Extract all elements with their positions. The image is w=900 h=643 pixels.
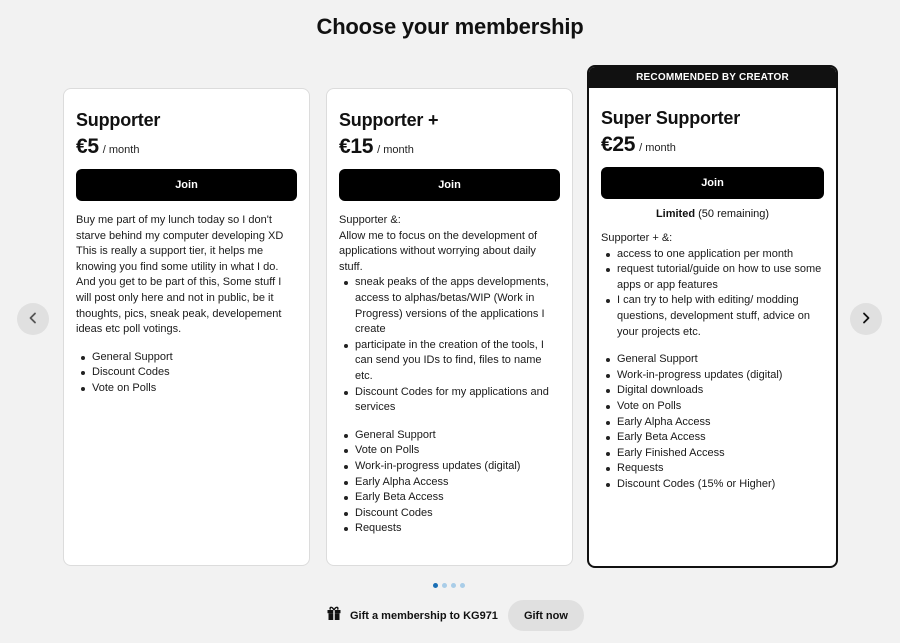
remaining-count: (50 remaining)	[698, 208, 770, 220]
tier-card-super-supporter	[587, 65, 838, 568]
benefit-item: I can try to help with editing/ modding questions, development stuff, advice on your projects etc.	[601, 293, 824, 340]
gift-icon	[326, 605, 342, 626]
tier-period: / month	[639, 142, 676, 154]
description-intro: Supporter + &:	[601, 232, 673, 244]
chevron-left-icon	[27, 312, 39, 327]
join-button-supporter-plus[interactable]: Join	[339, 169, 560, 201]
perk-item: Discount Codes	[339, 506, 560, 522]
chevron-right-icon	[860, 312, 872, 327]
benefit-item: sneak peaks of the apps developments, access to alphas/betas/WIP (Work in Progress) versions of the applications I create	[339, 275, 560, 337]
perk-item: Early Alpha Access	[339, 475, 560, 491]
perk-item: General Support	[601, 352, 824, 368]
carousel-prev-button[interactable]	[17, 303, 49, 335]
tier-description	[601, 231, 824, 340]
benefit-list	[339, 275, 560, 415]
tier-price: €25	[601, 133, 636, 156]
benefit-item: participate in the creation of the tools, I can send you IDs to find, files to name etc.	[339, 338, 560, 385]
tier-description	[339, 213, 560, 416]
perk-item: Vote on Polls	[76, 381, 297, 397]
perk-list	[76, 350, 297, 397]
benefit-item: request tutorial/guide on how to use some apps or app features	[601, 262, 824, 293]
recommended-badge: RECOMMENDED BY CREATOR	[589, 67, 836, 88]
perk-item: Discount Codes	[76, 365, 297, 381]
description-intro: Supporter &:	[339, 214, 401, 226]
tier-card-supporter-plus	[326, 88, 573, 566]
join-button-super-supporter[interactable]: Join	[601, 167, 824, 199]
benefit-item: access to one application per month	[601, 247, 824, 263]
page-title: Choose your membership	[316, 14, 584, 39]
description-text: Allow me to focus on the development of applications without worrying about daily stuff.	[339, 229, 538, 273]
perk-item: Work-in-progress updates (digital)	[339, 459, 560, 475]
pagination-dot[interactable]	[451, 583, 456, 588]
limited-label: Limited	[655, 208, 696, 220]
gift-membership-row	[326, 600, 584, 631]
tier-price: €15	[339, 135, 374, 158]
benefit-list	[601, 247, 824, 341]
tier-card-supporter	[63, 88, 310, 566]
perk-item: Work-in-progress updates (digital)	[601, 368, 824, 384]
join-button-supporter[interactable]: Join	[76, 169, 297, 201]
perk-item: General Support	[339, 428, 560, 444]
perk-item: Requests	[601, 461, 824, 477]
pagination-dot[interactable]	[460, 583, 465, 588]
perk-item: General Support	[76, 350, 297, 366]
description-text: Buy me part of my lunch today so I don't starve behind my computer developing XD This is really a support tier, it helps me knowing you find some utility in what I do. And you get to be part of this, Some stuff I will post only here and not in public, be it thoughts, pics, sneak peak, developement ideas etc poll votings.	[76, 214, 284, 336]
carousel-next-button[interactable]	[850, 303, 882, 335]
perk-item: Requests	[339, 521, 560, 537]
carousel-pagination	[433, 583, 465, 588]
perk-list	[339, 428, 560, 537]
perk-item: Vote on Polls	[339, 443, 560, 459]
perk-item: Early Alpha Access	[601, 415, 824, 431]
limited-availability	[601, 208, 824, 220]
tier-period: / month	[102, 144, 140, 156]
tier-period: / month	[377, 144, 414, 156]
tier-name: Super Supporter	[601, 108, 741, 128]
perk-list	[601, 352, 824, 492]
perk-item: Early Finished Access	[601, 446, 824, 462]
tier-description	[76, 213, 297, 338]
pagination-dot[interactable]	[442, 583, 447, 588]
tier-price: €5	[76, 135, 99, 158]
perk-item: Digital downloads	[601, 383, 824, 399]
perk-item: Vote on Polls	[601, 399, 824, 415]
benefit-item: Discount Codes for my applications and services	[339, 385, 560, 416]
perk-item: Early Beta Access	[339, 490, 560, 506]
tier-name: Supporter	[76, 110, 161, 130]
perk-item: Discount Codes (15% or Higher)	[601, 477, 824, 493]
perk-item: Early Beta Access	[601, 430, 824, 446]
gift-now-button[interactable]: Gift now	[508, 600, 584, 631]
gift-text: Gift a membership to KG971	[350, 609, 498, 622]
pagination-dot-active[interactable]	[433, 583, 438, 588]
tier-name: Supporter +	[339, 110, 439, 130]
